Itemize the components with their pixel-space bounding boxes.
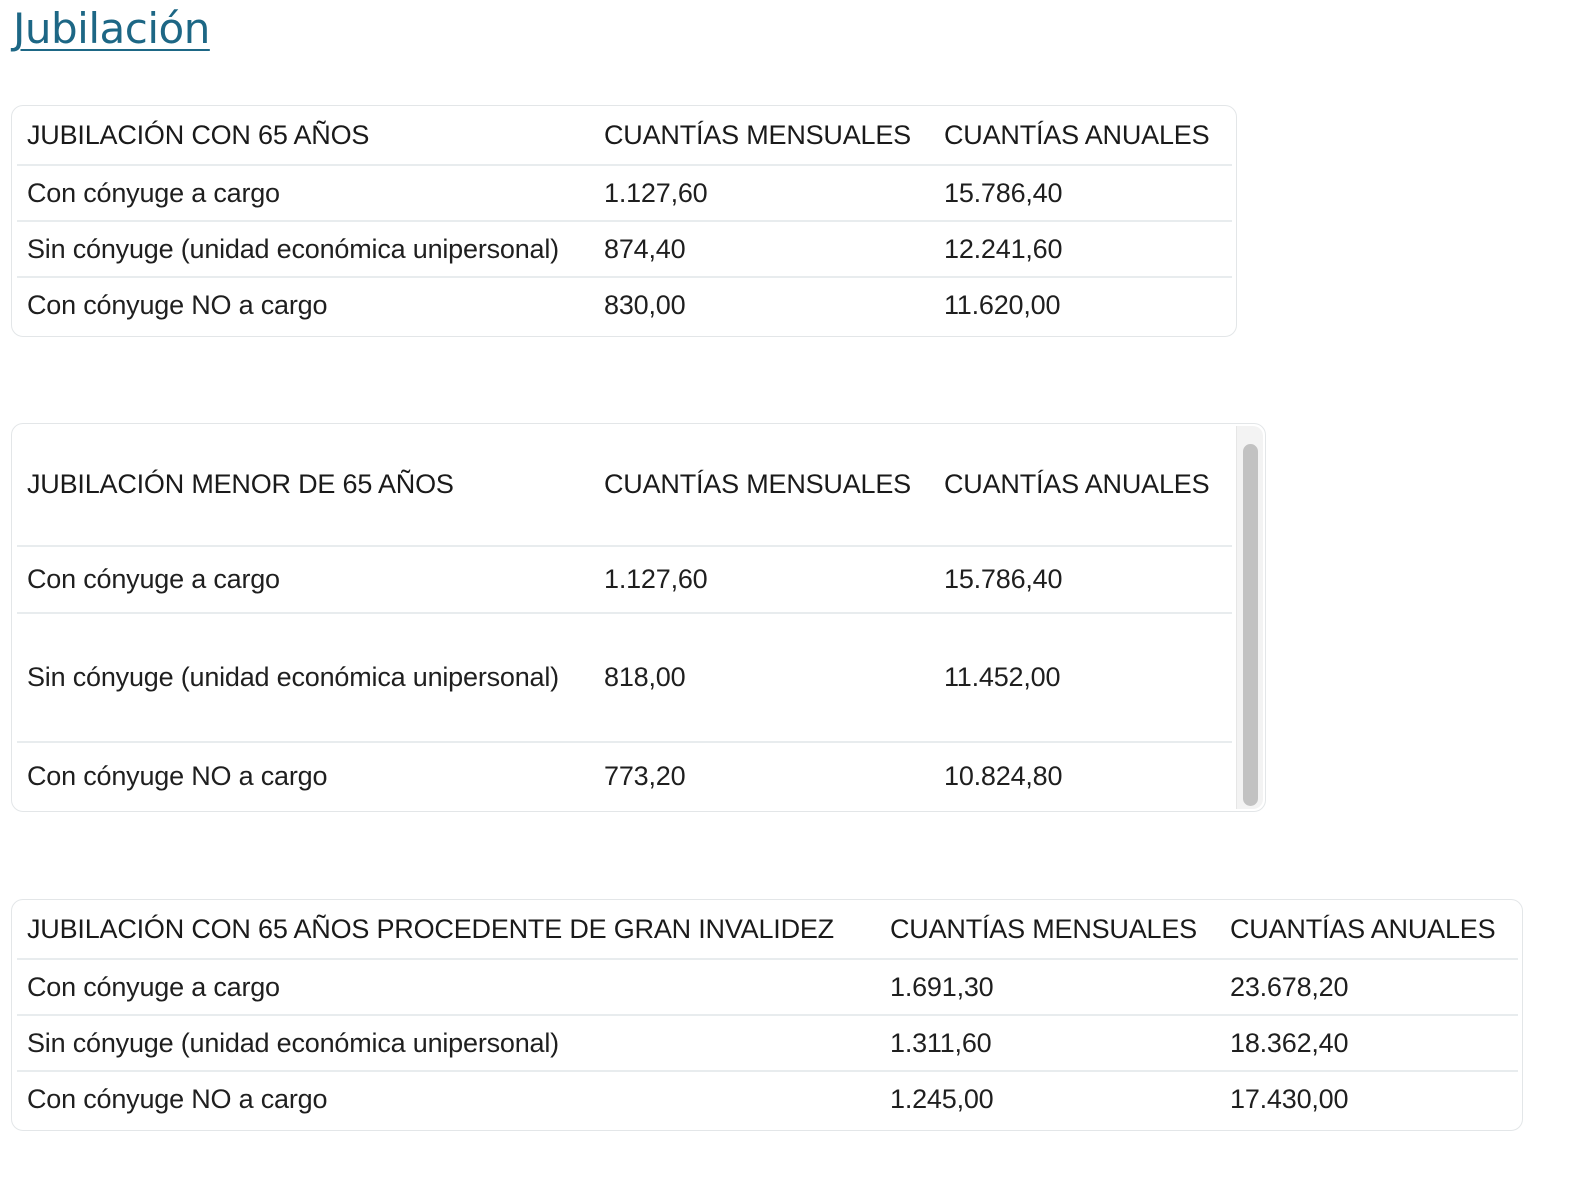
column-header-category: JUBILACIÓN CON 65 AÑOS PROCEDENTE DE GRAN INVALIDEZ xyxy=(27,913,834,944)
row-label: Sin cónyuge (unidad económica unipersonal) xyxy=(17,1015,880,1071)
row-label: Sin cónyuge (unidad económica unipersonal) xyxy=(17,613,594,742)
row-label: Con cónyuge a cargo xyxy=(17,959,880,1015)
row-label: Sin cónyuge (unidad económica unipersonal) xyxy=(17,221,594,277)
pension-table xyxy=(17,900,1518,1127)
table-header-row xyxy=(17,424,1232,546)
vertical-scrollbar[interactable] xyxy=(1236,426,1263,809)
annual-amount: 11.620,00 xyxy=(934,277,1232,333)
monthly-amount: 1.311,60 xyxy=(880,1015,1220,1071)
row-label: Con cónyuge NO a cargo xyxy=(17,742,594,810)
annual-amount: 17.430,00 xyxy=(1220,1071,1518,1127)
column-header-monthly: CUANTÍAS MENSUALES xyxy=(890,913,1197,944)
pension-table xyxy=(17,424,1232,810)
column-header-annual: CUANTÍAS ANUALES xyxy=(1230,913,1496,944)
row-label: Con cónyuge a cargo xyxy=(17,546,594,613)
annual-amount: 15.786,40 xyxy=(934,546,1232,613)
annual-amount: 18.362,40 xyxy=(1220,1015,1518,1071)
table-jubilacion-menor-65 xyxy=(11,423,1266,812)
annual-amount: 23.678,20 xyxy=(1220,959,1518,1015)
annual-amount: 10.824,80 xyxy=(934,742,1232,810)
monthly-amount: 773,20 xyxy=(594,742,934,810)
monthly-amount: 1.127,60 xyxy=(594,165,934,221)
monthly-amount: 1.691,30 xyxy=(880,959,1220,1015)
annual-amount: 11.452,00 xyxy=(934,613,1232,742)
pension-table xyxy=(17,106,1232,333)
annual-amount: 12.241,60 xyxy=(934,221,1232,277)
column-header-monthly: CUANTÍAS MENSUALES xyxy=(604,469,911,499)
page-title-link[interactable]: Jubilación xyxy=(13,4,210,53)
column-header-annual: CUANTÍAS ANUALES xyxy=(944,469,1210,499)
row-label: Con cónyuge a cargo xyxy=(17,165,594,221)
monthly-amount: 1.245,00 xyxy=(880,1071,1220,1127)
table-row xyxy=(17,1015,1518,1071)
column-header-annual: CUANTÍAS ANUALES xyxy=(944,119,1210,150)
table-header-row xyxy=(17,106,1232,165)
row-label: Con cónyuge NO a cargo xyxy=(17,277,594,333)
row-label: Con cónyuge NO a cargo xyxy=(17,1071,880,1127)
table-row xyxy=(17,165,1232,221)
table-row xyxy=(17,1071,1518,1127)
scrollbar-thumb[interactable] xyxy=(1243,444,1258,806)
table-row xyxy=(17,613,1232,742)
table-row xyxy=(17,546,1232,613)
table-row xyxy=(17,277,1232,333)
table-jubilacion-gran-invalidez xyxy=(11,899,1523,1131)
monthly-amount: 1.127,60 xyxy=(594,546,934,613)
table-row xyxy=(17,742,1232,810)
monthly-amount: 818,00 xyxy=(594,613,934,742)
column-header-monthly: CUANTÍAS MENSUALES xyxy=(604,119,911,150)
monthly-amount: 830,00 xyxy=(594,277,934,333)
table-row xyxy=(17,221,1232,277)
table-header-row xyxy=(17,900,1518,959)
column-header-category: JUBILACIÓN CON 65 AÑOS xyxy=(27,119,370,150)
monthly-amount: 874,40 xyxy=(594,221,934,277)
table-row xyxy=(17,959,1518,1015)
column-header-category: JUBILACIÓN MENOR DE 65 AÑOS xyxy=(27,469,454,499)
annual-amount: 15.786,40 xyxy=(934,165,1232,221)
table-jubilacion-65 xyxy=(11,105,1237,337)
